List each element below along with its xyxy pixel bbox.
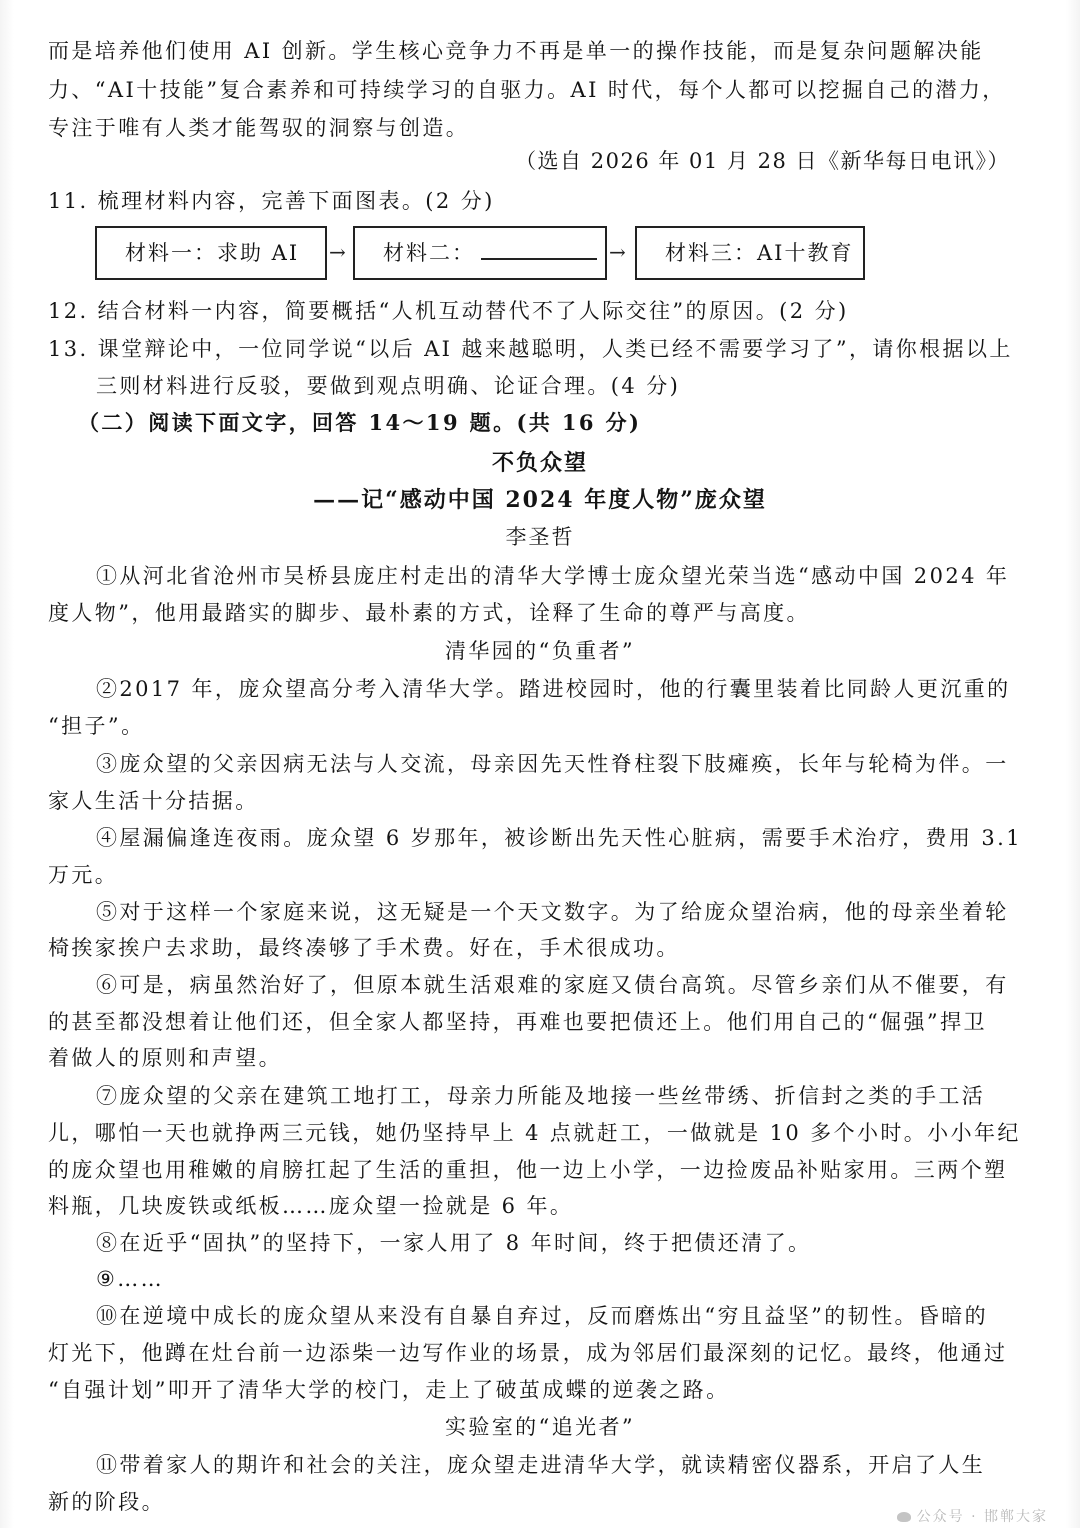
material-text-line: 力、“AI十技能”复合素养和可持续学习的自驱力。AI 时代，每个人都可以挖掘自己的潜力， (48, 78, 1006, 102)
question-13-line: 13. 课堂辩论中，一位同学说“以后 AI 越来越聪明，人类已经不需要学习了”，请你根据以上 (48, 337, 1013, 361)
flow-box-label: 材料一：求助 AI (125, 241, 300, 265)
question-12: 12. 结合材料一内容，简要概括“人机互动替代不了人际交往”的原因。(2 分) (48, 299, 849, 323)
paragraph-line: ⑤对于这样一个家庭来说，这无疑是一个天文数字。为了给庞众望治病，他的母亲坐着轮 (96, 900, 1009, 924)
flow-box-label: 材料三：AI十教育 (665, 241, 854, 265)
paragraph-line: “自强计划”叩开了清华大学的校门，走上了破茧成蝶的逆袭之路。 (48, 1378, 730, 1402)
question-11: 11. 梳理材料内容，完善下面图表。(2 分) (48, 189, 495, 213)
question-13-line: 三则材料进行反驳，要做到观点明确、论证合理。(4 分) (96, 374, 681, 398)
paragraph-line: ④屋漏偏逢连夜雨。庞众望 6 岁那年，被诊断出先天性心脏病，需要手术治疗，费用 3.1 (96, 826, 1022, 850)
paragraph-line: 的甚至都没想着让他们还，但全家人都坚持，再难也要把债还上。他们用自己的“倔强”捍卫 (48, 1010, 987, 1034)
material-text-line: 而是培养他们使用 AI 创新。学生核心竞争力不再是单一的操作技能，而是复杂问题解决能 (48, 39, 984, 63)
arrow-right-icon: → (329, 240, 346, 264)
flow-box-material-2 (353, 226, 607, 280)
paragraph-line: 家人生活十分拮据。 (48, 789, 259, 813)
wechat-icon (897, 1512, 911, 1522)
paragraph-line: ⑨…… (96, 1267, 165, 1291)
paragraph-line: ⑩在逆境中成长的庞众望从来没有自暴自弃过，反而磨炼出“穷且益坚”的韧性。昏暗的 (96, 1304, 989, 1328)
article-subheading: 实验室的“追光者” (444, 1415, 636, 1439)
article-author: 李圣哲 (505, 525, 575, 549)
paragraph-line: 儿，哪怕一天也就挣两三元钱，她仍坚持早上 4 点就赶工，一做就是 10 多个小时。小小年纪 (48, 1121, 1021, 1145)
paragraph-line: 新的阶段。 (48, 1490, 165, 1514)
paragraph-line: 着做人的原则和声望。 (48, 1046, 282, 1070)
paragraph-line: ⑧在近乎“固执”的坚持下，一家人用了 8 年时间，终于把债还清了。 (96, 1231, 812, 1255)
article-subheading: 清华园的“负重者” (444, 639, 636, 663)
paragraph-line: “担子”。 (48, 714, 145, 738)
article-subtitle: ——记“感动中国 2024 年度人物”庞众望 (313, 487, 767, 513)
paragraph-line: 度人物”，他用最踏实的脚步、最朴素的方式，诠释了生命的尊严与高度。 (48, 601, 810, 625)
answer-blank[interactable] (481, 236, 597, 260)
paragraph-line: 灯光下，他蹲在灶台前一边添柴一边写作业的场景，成为邻居们最深刻的记忆。最终，他通过 (48, 1341, 1008, 1365)
paragraph-line: ①从河北省沧州市吴桥县庞庄村走出的清华大学博士庞众望光荣当选“感动中国 2024 年 (96, 564, 1010, 588)
section-heading: （二）阅读下面文字，回答 14～19 题。(共 16 分) (78, 410, 642, 435)
flow-box-material-3 (635, 226, 865, 280)
flow-box-label: 材料二： (383, 241, 475, 265)
material-text-line: 专注于唯有人类才能驾驭的洞察与创造。 (48, 116, 470, 140)
paragraph-line: ②2017 年，庞众望高分考入清华大学。踏进校园时，他的行囊里装着比同龄人更沉重的 (96, 677, 1011, 701)
flow-box-material-1 (95, 226, 327, 280)
watermark-text: 公众号 · 邯郸大家 (916, 1509, 1048, 1525)
arrow-right-icon: → (609, 240, 626, 264)
paragraph-line: 万元。 (48, 863, 119, 887)
article-title: 不负众望 (491, 450, 588, 476)
paragraph-line: ③庞众望的父亲因病无法与人交流，母亲因先天性脊柱裂下肢瘫痪，长年与轮椅为伴。一 (96, 752, 1009, 776)
paragraph-line: 椅挨家挨户去求助，最终凑够了手术费。好在，手术很成功。 (48, 936, 680, 960)
material-source: （选自 2026 年 01 月 28 日《新华每日电讯》） (515, 149, 1010, 173)
paragraph-line: 的庞众望也用稚嫩的肩膀扛起了生活的重担，他一边上小学，一边捡废品补贴家用。三两个塑 (48, 1158, 1008, 1182)
paragraph-line: ⑦庞众望的父亲在建筑工地打工，母亲力所能及地接一些丝带绣、折信封之类的手工活 (96, 1084, 986, 1108)
watermark (897, 1506, 1048, 1526)
paragraph-line: ⑪带着家人的期许和社会的关注，庞众望走进清华大学，就读精密仪器系，开启了人生 (96, 1453, 986, 1477)
paragraph-line: 料瓶，几块废铁或纸板……庞众望一捡就是 6 年。 (48, 1194, 574, 1218)
paragraph-line: ⑥可是，病虽然治好了，但原本就生活艰难的家庭又债台高筑。尽管乡亲们从不催要，有 (96, 973, 1009, 997)
